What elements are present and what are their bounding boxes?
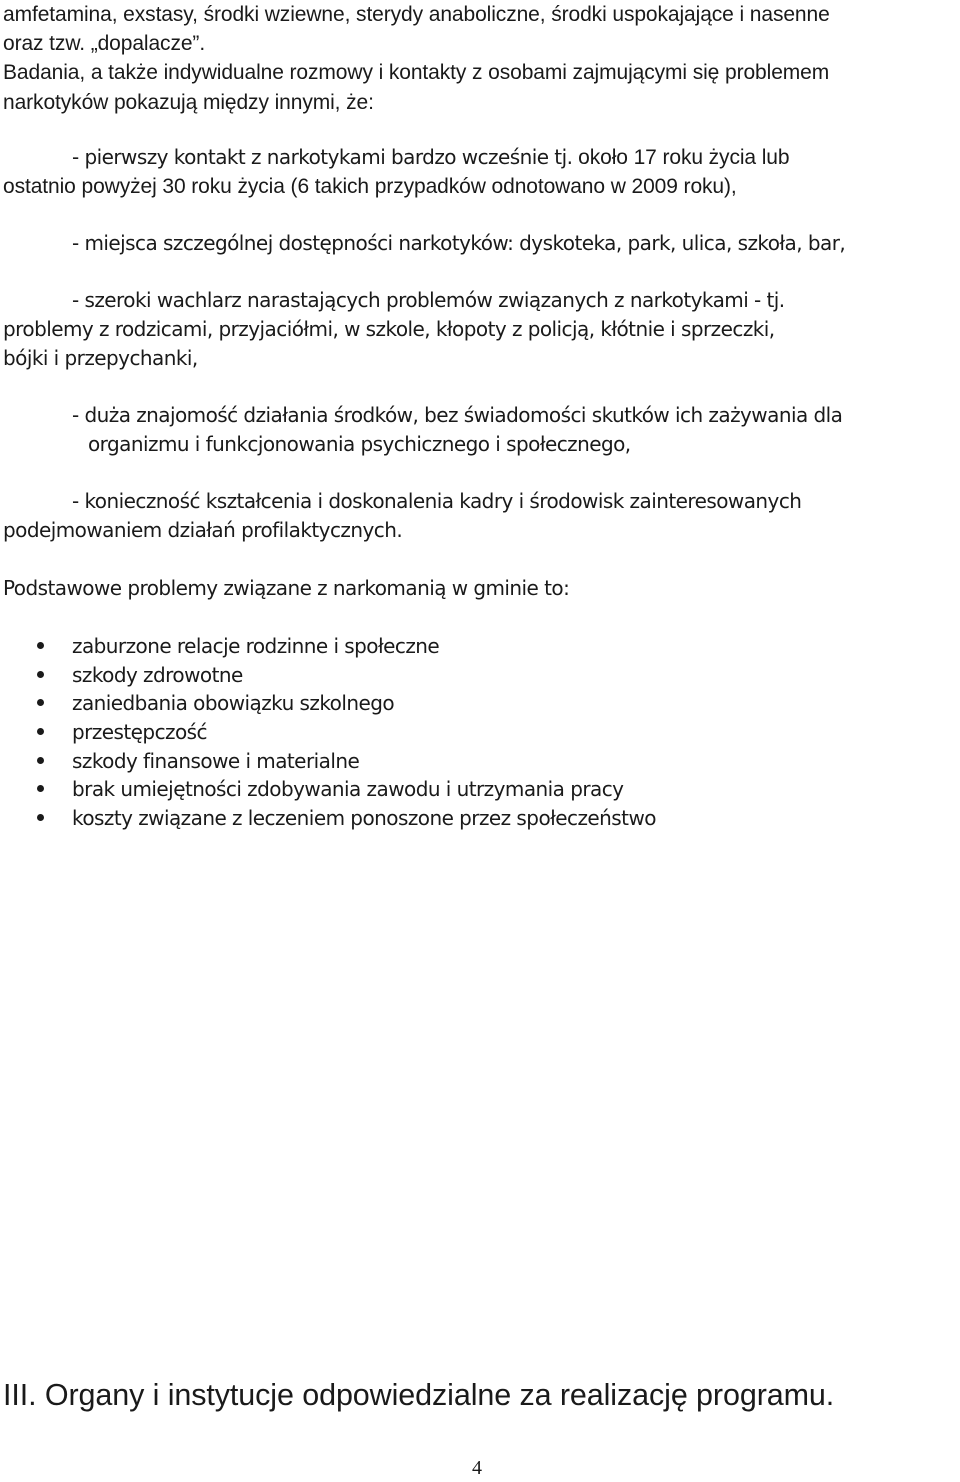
finding-training: - konieczność kształcenia i doskonalenia kadry i środowisk zainteresowanych [72,489,802,513]
problems-intro: Podstawowe problemy związane z narkomanią w gminie to: [3,576,570,600]
list-item-text: brak umiejętności zdobywania zawodu i utrzymania pracy [72,777,624,802]
finding-first-contact-part-2: około 17 roku życia lub [572,146,790,169]
bullet-icon [37,814,44,821]
finding-knowledge: - duża znajomość działania środków, bez świadomości skutków ich zażywania dla [72,403,843,427]
finding-training-continued: podejmowaniem działań profilaktycznych. [3,518,403,542]
bullet-icon [37,728,44,735]
list-item-text: przestępczość [72,720,207,745]
list-item-text: szkody zdrowotne [72,662,243,687]
bullet-icon [37,699,44,706]
finding-first-contact [72,147,789,168]
bullet-icon [37,671,44,678]
finding-problems-continued-1: problemy z rodzicami, przyjaciółmi, w szkole, kłopoty z policją, kłótnie i sprzeczki, [3,317,775,341]
page-number: 4 [472,1457,482,1479]
list-item-text: zaniedbania obowiązku szkolnego [72,691,395,716]
list-item-text: koszty związane z leczeniem ponoszone przez społeczeństwo [72,806,656,831]
section-heading: III. Organy i instytucje odpowiedzialne za realizację programu. [3,1378,835,1412]
intro-line-1: amfetamina, exstasy, środki wziewne, sterydy anaboliczne, środki uspokajające i nasenne [3,3,830,26]
finding-problems-continued-2: bójki i przepychanki, [3,346,198,370]
finding-problems: - szeroki wachlarz narastających problemów związanych z narkotykami - tj. [72,288,785,312]
list-item-text: zaburzone relacje rodzinne i społeczne [72,634,440,658]
bullet-icon [37,642,44,649]
bullet-icon [37,785,44,792]
bullet-icon [37,757,44,764]
intro-line-3: Badania, a także indywidualne rozmowy i kontakty z osobami zajmującymi się problemem [3,61,830,84]
finding-places: - miejsca szczególnej dostępności narkotyków: dyskoteka, park, ulica, szkoła, bar, [72,231,846,255]
finding-knowledge-continued: organizmu i funkcjonowania psychicznego i społecznego, [88,432,631,456]
list-item-text: szkody finansowe i materialne [72,748,360,773]
finding-first-contact-continued: ostatnio powyżej 30 roku życia (6 takich przypadków odnotowano w 2009 roku), [3,175,737,198]
intro-line-4: narkotyków pokazują między innymi, że: [3,91,374,114]
finding-first-contact-part-1: - pierwszy kontakt z narkotykami bardzo wcześnie tj. [72,145,573,169]
intro-line-2: oraz tzw. „dopalacze”. [3,32,206,55]
